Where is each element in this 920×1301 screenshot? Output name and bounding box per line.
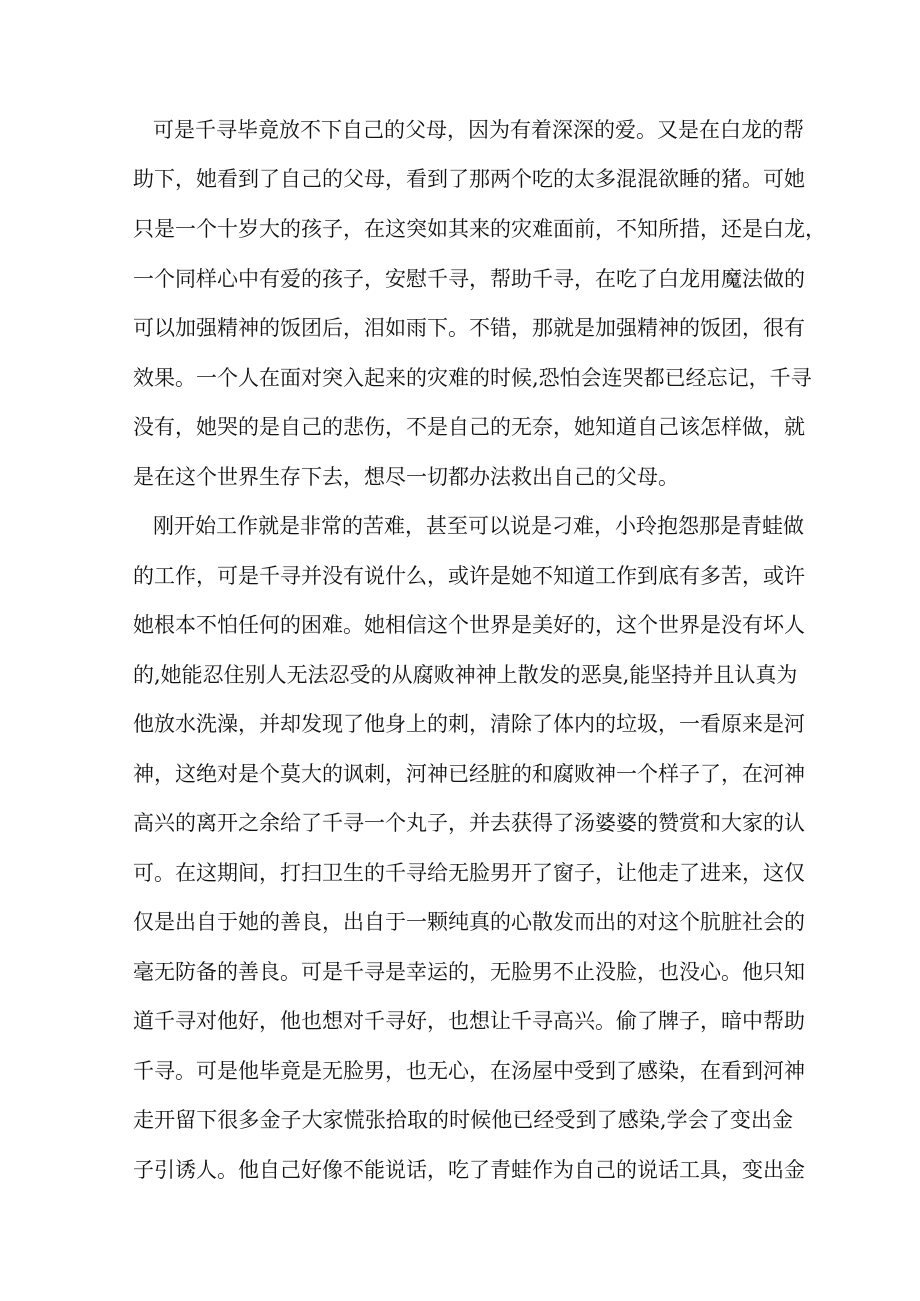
paragraph-2-line-5: 他放水洗澡，并却发现了他身上的刺，清除了体内的垃圾，一看原来是河: [133, 712, 805, 736]
paragraph-1-line-1: 可是千寻毕竟放不下自己的父母，因为有着深深的爱。又是在白龙的帮: [153, 118, 804, 142]
paragraph-2-line-13: 走开留下很多金子大家慌张拾取的时候他已经受到了感染,学会了变出金: [133, 1108, 793, 1132]
paragraph-1-line-2: 助下，她看到了自己的父母，看到了那两个吃的太多混混欲睡的猪。可她: [133, 167, 805, 191]
paragraph-2-line-4: 的,她能忍住别人无法忍受的从腐败神神上散发的恶臭,能坚持并且认真为: [133, 663, 798, 687]
paragraph-2-line-2: 的工作，可是千寻并没有说什么，或许是她不知道工作到底有多苦，或许: [133, 564, 805, 588]
paragraph-2-line-10: 毫无防备的善良。可是千寻是幸运的，无脸男不止没脸，也没心。他只知: [133, 960, 805, 984]
paragraph-1-line-5: 可以加强精神的饭团后，泪如雨下。不错，那就是加强精神的饭团，很有: [133, 316, 805, 340]
paragraph-1-line-6: 效果。一个人在面对突入起来的灾难的时候,恐怕会连哭都已经忘记，千寻: [133, 366, 812, 390]
paragraph-1-line-7: 没有，她哭的是自己的悲伤，不是自己的无奈，她知道自己该怎样做，就: [133, 415, 805, 439]
paragraph-1-line-3: 只是一个十岁大的孩子，在这突如其来的灾难面前，不知所措，还是白龙，: [133, 217, 826, 241]
paragraph-2-line-3: 她根本不怕任何的困难。她相信这个世界是美好的，这个世界是没有坏人: [133, 613, 805, 637]
paragraph-2-line-11: 道千寻对他好，他也想对千寻好，也想让千寻高兴。偷了牌子，暗中帮助: [133, 1009, 805, 1033]
paragraph-1-line-4: 一个同样心中有爱的孩子，安慰千寻，帮助千寻，在吃了白龙用魔法做的: [133, 267, 805, 291]
paragraph-1-line-8: 是在这个世界生存下去，想尽一切都办法救出自己的父母。: [133, 465, 679, 489]
paragraph-2-line-9: 仅是出自于她的善良，出自于一颗纯真的心散发而出的对这个肮脏社会的: [133, 910, 805, 934]
paragraph-2-line-1: 刚开始工作就是非常的苦难，甚至可以说是刁难，小玲抱怨那是青蛙做: [153, 514, 804, 538]
paragraph-2-line-6: 神，这绝对是个莫大的讽刺，河神已经脏的和腐败神一个样子了，在河神: [133, 762, 805, 786]
paragraph-2-line-7: 高兴的离开之余给了千寻一个丸子，并去获得了汤婆婆的赞赏和大家的认: [133, 811, 805, 835]
paragraph-2-line-12: 千寻。可是他毕竟是无脸男，也无心，在汤屋中受到了感染，在看到河神: [133, 1059, 805, 1083]
paragraph-2-line-8: 可。在这期间，打扫卫生的千寻给无脸男开了窗子，让他走了进来，这仅: [133, 861, 805, 885]
paragraph-2-line-14: 子引诱人。他自己好像不能说话，吃了青蛙作为自己的说话工具，变出金: [133, 1158, 805, 1182]
